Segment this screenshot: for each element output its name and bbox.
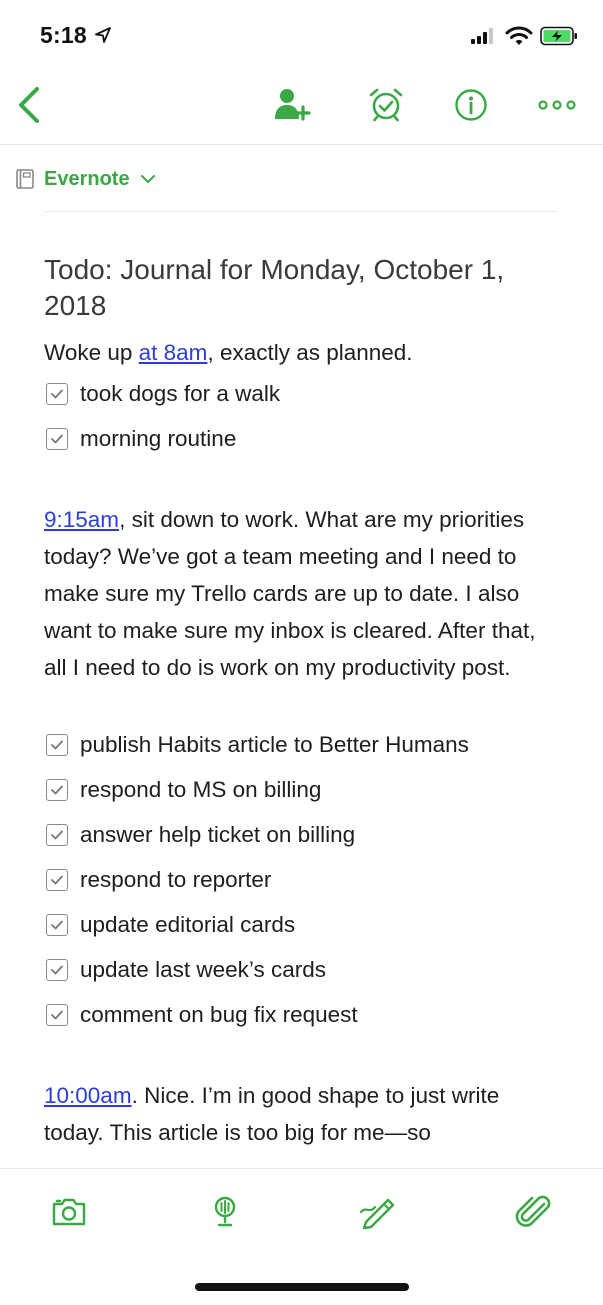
checkmark-icon: [50, 1009, 64, 1021]
checklist-item: [44, 947, 564, 992]
checkmark-icon: [50, 964, 64, 976]
time-link-8am[interactable]: at 8am: [138, 340, 208, 365]
toolbar-divider: [0, 144, 603, 145]
checklist-item-label: update last week’s cards: [80, 956, 326, 982]
checklist-item: [44, 371, 564, 416]
chevron-left-icon: [15, 85, 41, 125]
back-button[interactable]: [8, 84, 48, 126]
audio-button[interactable]: [205, 1192, 245, 1232]
chevron-down-icon: [140, 171, 156, 187]
work-paragraph-text: , sit down to work. What are my priorities today? We’ve got a team meeting and I need to make sure my Trello cards are up to date. I also want to make sure my inbox is cleared. After that, all I need to do is work on my productivity post.: [44, 507, 536, 680]
notebook-selector[interactable]: [14, 164, 156, 194]
work-paragraph: [44, 501, 564, 686]
add-person-icon: [272, 87, 312, 123]
alarm-clock-icon: [368, 87, 404, 123]
checkbox[interactable]: [46, 383, 68, 405]
morning-checklist: [44, 371, 564, 461]
checkmark-icon: [50, 919, 64, 931]
sketch-button[interactable]: [356, 1192, 400, 1232]
checklist-item-label: answer help ticket on billing: [80, 821, 356, 847]
info-icon: [454, 88, 488, 122]
microphone-icon: [209, 1194, 241, 1230]
notebook-divider: [44, 211, 558, 212]
intro-paragraph: [44, 334, 564, 371]
checklist-item-label: update editorial cards: [80, 911, 296, 937]
notebook-name: Evernote: [44, 167, 130, 190]
checklist-item: [44, 902, 564, 947]
checkbox[interactable]: [46, 869, 68, 891]
writing-paragraph: [44, 1077, 564, 1151]
checklist-item: [44, 992, 564, 1037]
more-dots-icon: [537, 99, 577, 111]
checkmark-icon: [50, 829, 64, 841]
checkbox[interactable]: [46, 824, 68, 846]
cellular-signal-icon: [470, 27, 496, 45]
status-time: 5:18: [40, 22, 87, 48]
wifi-icon: [505, 25, 533, 47]
intro-text-after: , exactly as planned.: [207, 340, 413, 365]
checklist-item-label: morning routine: [80, 425, 237, 451]
info-button[interactable]: [450, 84, 492, 126]
checklist-item: [44, 722, 564, 767]
notebook-icon: [14, 168, 36, 190]
checklist-item-label: took dogs for a walk: [80, 380, 281, 406]
note-body[interactable]: [44, 252, 564, 1151]
camera-icon: [50, 1196, 88, 1228]
intro-text-before: Woke up: [44, 340, 139, 365]
checkmark-icon: [50, 739, 64, 751]
checkmark-icon: [50, 874, 64, 886]
checklist-item-label: respond to MS on billing: [80, 776, 322, 802]
home-indicator: [195, 1283, 409, 1291]
writing-paragraph-text: . Nice. I’m in good shape to just write today. This article is too big for me—so: [44, 1083, 500, 1145]
pen-sketch-icon: [358, 1194, 398, 1230]
checklist-item-label: comment on bug fix request: [80, 1001, 358, 1027]
checklist-item: [44, 767, 564, 812]
time-link-10am[interactable]: 10:00am: [44, 1083, 132, 1108]
checklist-item-label: publish Habits article to Better Humans: [80, 731, 469, 757]
checklist-item: [44, 812, 564, 857]
checkmark-icon: [50, 784, 64, 796]
checklist-item: [44, 416, 564, 461]
note-title[interactable]: Todo: Journal for Monday, October 1, 2018: [44, 254, 505, 321]
checkbox[interactable]: [46, 779, 68, 801]
attachment-button[interactable]: [512, 1192, 556, 1232]
checkbox[interactable]: [46, 1004, 68, 1026]
checkmark-icon: [50, 388, 64, 400]
checkbox[interactable]: [46, 428, 68, 450]
more-options-button[interactable]: [535, 90, 579, 120]
battery-charging-icon: [540, 26, 578, 46]
camera-button[interactable]: [48, 1192, 90, 1232]
checkbox[interactable]: [46, 734, 68, 756]
checklist-item-label: respond to reporter: [80, 866, 272, 892]
checkmark-icon: [50, 433, 64, 445]
reminder-button[interactable]: [364, 84, 408, 126]
location-arrow-icon: [94, 26, 112, 44]
time-link-915am[interactable]: 9:15am: [44, 507, 120, 532]
checkbox[interactable]: [46, 914, 68, 936]
paperclip-icon: [514, 1194, 554, 1230]
work-checklist: [44, 722, 564, 1037]
share-button[interactable]: [270, 84, 314, 126]
checklist-item: [44, 857, 564, 902]
checkbox[interactable]: [46, 959, 68, 981]
